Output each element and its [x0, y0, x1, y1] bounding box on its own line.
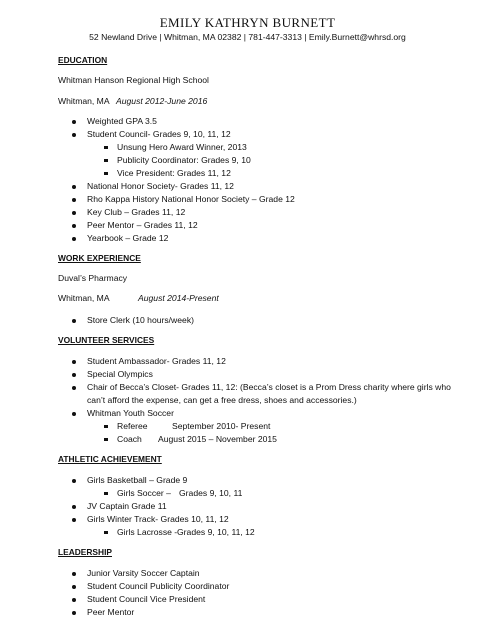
- list-item: Chair of Becca’s Closet- Grades 11, 12: (Becca’s closet is a Prom Dress charity where girls who: [87, 382, 451, 392]
- list-item: Junior Varsity Soccer Captain: [87, 568, 200, 578]
- list-item: Student Council- Grades 9, 10, 11, 12: [87, 129, 231, 139]
- list-item: Unsung Hero Award Winner, 2013: [117, 142, 247, 152]
- list-item: Rho Kappa History National Honor Society – Grade 12: [87, 194, 295, 204]
- list-item: Key Club – Grades 11, 12: [87, 207, 186, 217]
- list-item: Student Ambassador- Grades 11, 12: [87, 356, 226, 366]
- section-title-athletic: ATHLETIC ACHIEVEMENT: [58, 454, 162, 464]
- list-item: Store Clerk (10 hours/week): [87, 315, 194, 325]
- list-item: Student Council Publicity Coordinator: [87, 581, 230, 591]
- list-item: Special Olympics: [87, 369, 153, 379]
- list-item: Peer Mentor: [87, 607, 135, 617]
- education-location: Whitman, MA: [58, 96, 110, 106]
- list-item-grades: Grades 9, 10, 11, 12: [177, 527, 255, 537]
- section-title-education: EDUCATION: [58, 55, 108, 65]
- list-item-continuation: can’t afford the expense, can get a free dress, shoes and accessories.): [87, 395, 357, 405]
- list-item: Coach: [117, 434, 142, 444]
- work-dates: August 2014-Present: [138, 293, 219, 303]
- list-item-dates: August 2015 – November 2015: [158, 434, 277, 444]
- list-item: Vice President: Grades 11, 12: [117, 168, 231, 178]
- list-item: Girls Lacrosse -: [117, 527, 178, 537]
- section-title-volunteer: VOLUNTEER SERVICES: [58, 335, 155, 345]
- list-item: Weighted GPA 3.5: [87, 116, 157, 126]
- list-item: Publicity Coordinator: Grades 9, 10: [117, 155, 251, 165]
- list-item: Yearbook – Grade 12: [87, 233, 169, 243]
- contact-line: 52 Newland Drive | Whitman, MA 02382 | 781-447-3313 | Emily.Burnett@whrsd.org: [89, 32, 406, 42]
- work-location: Whitman, MA: [58, 293, 110, 303]
- list-item: Girls Winter Track- Grades 10, 11, 12: [87, 514, 229, 524]
- list-item: Student Council Vice President: [87, 594, 206, 604]
- list-item-grades: Grades 9, 10, 11: [179, 488, 243, 498]
- list-item-dates: September 2010- Present: [172, 421, 271, 431]
- resume-name: EMILY KATHRYN BURNETT: [159, 15, 336, 30]
- section-title-leadership: LEADERSHIP: [58, 547, 112, 557]
- education-dates: August 2012-June 2016: [116, 96, 208, 106]
- list-item: Referee: [117, 421, 148, 431]
- list-item: Girls Basketball – Grade 9: [87, 475, 188, 485]
- list-item: Peer Mentor – Grades 11, 12: [87, 220, 198, 230]
- list-item: Whitman Youth Soccer: [87, 408, 174, 418]
- list-item: JV Captain Grade 11: [87, 501, 167, 511]
- section-title-work: WORK EXPERIENCE: [58, 253, 141, 263]
- list-item: Girls Soccer –: [117, 488, 171, 498]
- school-name: Whitman Hanson Regional High School: [58, 75, 209, 85]
- list-item: National Honor Society- Grades 11, 12: [87, 181, 234, 191]
- employer-name: Duval’s Pharmacy: [58, 273, 128, 283]
